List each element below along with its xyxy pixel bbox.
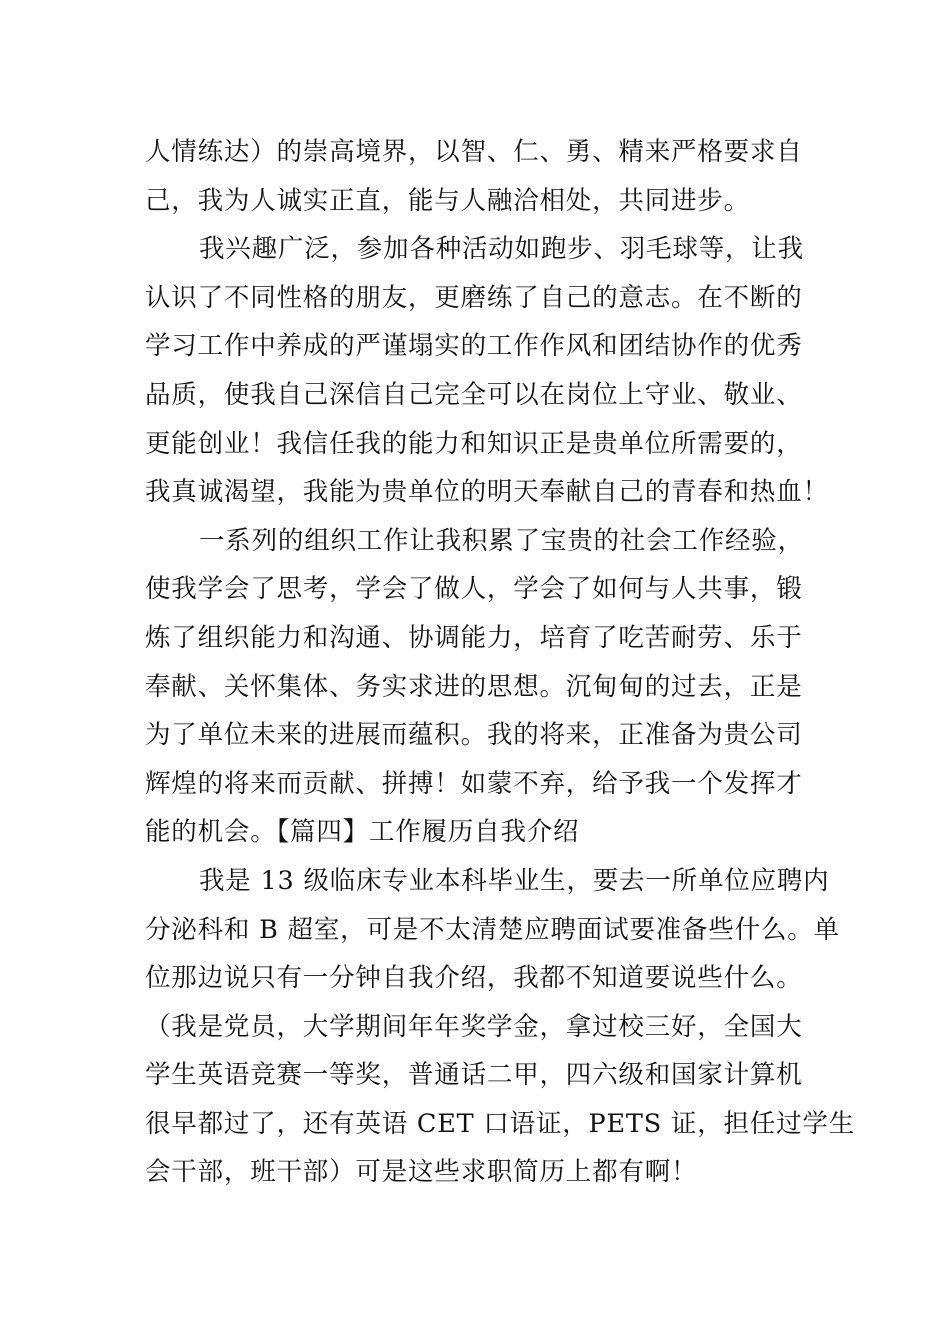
paragraph-start-line: 一系列的组织工作让我积累了宝贵的社会工作经验， xyxy=(199,525,804,556)
paragraph-start-line: 我是 13 级临床专业本科毕业生，要去一所单位应聘内 xyxy=(199,865,830,896)
text-line: 会干部，班干部）可是这些求职简历上都有啊！ xyxy=(145,1157,698,1188)
text-line: 品质，使我自己深信自己完全可以在岗位上守业、敬业、 xyxy=(145,379,803,410)
text-line: 使我学会了思考，学会了做人，学会了如何与人共事，锻 xyxy=(145,574,803,605)
text-line: 辉煌的将来而贡献、拼搏！如蒙不弃，给予我一个发挥才 xyxy=(145,768,803,799)
text-line: 人情练达）的崇高境界，以智、仁、勇、精来严格要求自 xyxy=(145,137,803,167)
paragraph-start-line: 我兴趣广泛，参加各种活动如跑步、羽毛球等，让我 xyxy=(199,234,804,265)
text-line: 学生英语竞赛一等奖，普通话二甲，四六级和国家计算机 xyxy=(145,1060,803,1091)
text-line: 分泌科和 B 超室，可是不太清楚应聘面试要准备些什么。单 xyxy=(145,914,840,945)
text-line: 为了单位未来的进展而蕴积。我的将来，正准备为贵公司 xyxy=(145,720,803,751)
text-line: 我真诚渴望，我能为贵单位的明天奉献自己的青春和热血！ xyxy=(145,477,829,508)
text-line: 炼了组织能力和沟通、协调能力，培育了吃苦耐劳、乐于 xyxy=(145,622,803,653)
text-line: 学习工作中养成的严谨塌实的工作作风和团结协作的优秀 xyxy=(145,331,803,362)
text-line: 认识了不同性格的朋友，更磨练了自己的意志。在不断的 xyxy=(145,282,803,313)
text-line: （我是党员，大学期间年年奖学金，拿过校三好，全国大 xyxy=(145,1011,803,1042)
text-line: 位那边说只有一分钟自我介绍，我都不知道要说些什么。 xyxy=(145,963,803,994)
text-line: 很早都过了，还有英语 CET 口语证，PETS 证，担任过学生 xyxy=(145,1108,856,1139)
text-line: 能的机会。【篇四】工作履历自我介绍 xyxy=(145,817,580,848)
text-line: 更能创业！我信任我的能力和知识正是贵单位所需要的， xyxy=(145,428,803,459)
text-line: 奉献、关怀集体、务实求进的思想。沉甸甸的过去，正是 xyxy=(145,671,803,702)
body-text xyxy=(145,128,856,1197)
text-line: 己，我为人诚实正直，能与人融洽相处，共同进步。 xyxy=(145,185,750,216)
